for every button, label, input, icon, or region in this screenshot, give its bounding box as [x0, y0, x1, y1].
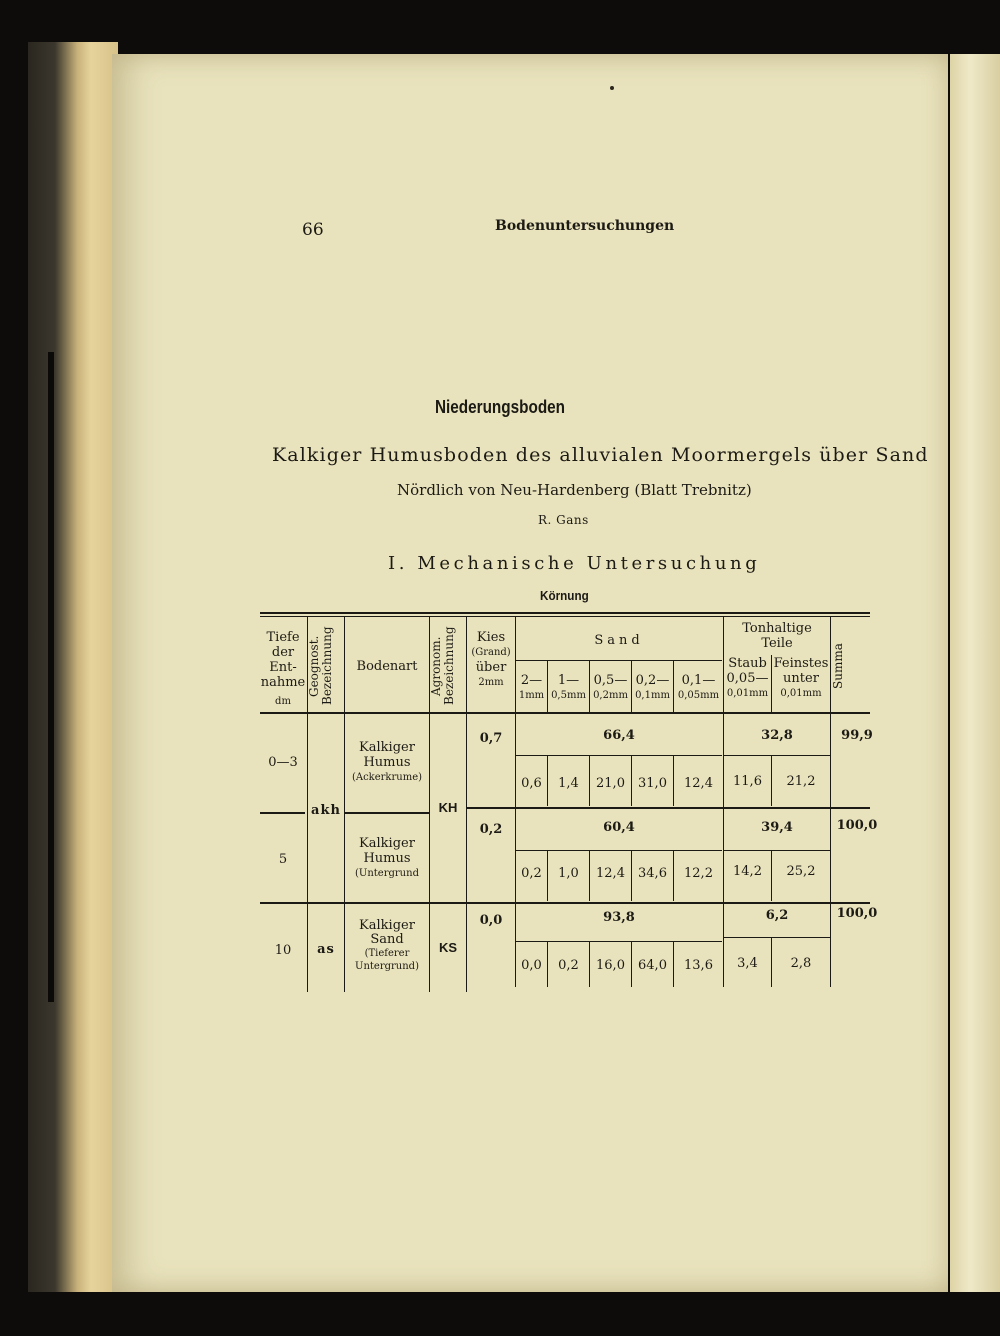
cell-bodenart: Kalkiger Humus (Untergrund: [355, 836, 419, 879]
header-sand-fraction: 0,2— 0,1mm: [635, 673, 670, 701]
running-head: Bodenuntersuchungen: [495, 218, 675, 234]
cell-summa: 100,0: [836, 906, 878, 921]
cell-sand: 13,6: [684, 958, 713, 973]
cell-staub: 3,4: [737, 956, 758, 971]
agronom-label-ks: KS: [438, 940, 458, 955]
cell-sand-total: 66,4: [603, 728, 635, 743]
header-sand-fraction: 0,1— 0,05mm: [677, 673, 720, 701]
ink-speck-icon: [610, 86, 614, 90]
cell-feinstes: 25,2: [786, 864, 816, 879]
cell-tiefe: 10: [274, 943, 292, 958]
cell-sand: 0,2: [558, 958, 579, 973]
geognost-label-akh: akh: [311, 803, 341, 818]
cell-kies: 0,2: [479, 822, 503, 837]
cell-tiefe: 5: [278, 852, 288, 867]
adjacent-page: [950, 54, 1000, 1292]
cell-staub: 14,2: [733, 864, 762, 879]
header-tiefe: Tiefe der Ent- nahme dm: [260, 630, 306, 707]
cell-feinstes: 2,8: [790, 956, 812, 971]
header-bodenart: Bodenart: [356, 659, 418, 674]
header-summa: Summa: [831, 643, 845, 689]
cell-summa: 100,0: [836, 818, 878, 833]
page-number: 66: [302, 220, 324, 240]
header-sand-fraction: 1— 0,5mm: [551, 673, 586, 701]
cell-sand-total: 60,4: [603, 820, 635, 835]
cell-bodenart: Kalkiger Sand (Tieferer Untergrund): [355, 918, 419, 972]
page-title: Niederungsboden: [434, 397, 566, 417]
agronom-label-kh: KH: [438, 800, 458, 815]
cell-sand: 64,0: [638, 958, 667, 973]
cell-tiefe: 0—3: [268, 755, 298, 770]
header-agronom: Agronom. Bezeichnung: [429, 626, 456, 706]
cell-sand: 12,4: [596, 866, 625, 881]
cell-sand: 0,0: [521, 958, 542, 973]
cell-sand: 12,4: [684, 776, 713, 791]
header-staub: Staub 0,05— 0,01mm: [726, 656, 769, 699]
cell-sand: 0,2: [521, 866, 542, 881]
book-page-edges: [28, 42, 118, 1292]
cell-sand: 1,4: [558, 776, 579, 791]
cell-sand: 34,6: [638, 866, 667, 881]
header-sand-fraction: 0,5— 0,2mm: [593, 673, 628, 701]
header-sand: Sand: [594, 633, 644, 648]
book-spine-mark: [48, 352, 54, 1002]
cell-sand: 0,6: [521, 776, 542, 791]
subsection-heading: Körnung: [540, 588, 589, 603]
header-sand-fraction: 2— 1mm: [518, 673, 545, 701]
cell-summa: 99,9: [841, 728, 873, 743]
cell-feinstes: 21,2: [786, 774, 816, 789]
cell-ton-total: 39,4: [761, 820, 793, 835]
cell-sand: 31,0: [638, 776, 667, 791]
cell-sand: 16,0: [596, 958, 625, 973]
cell-sand: 12,2: [684, 866, 713, 881]
header-ton: Tonhaltige Teile: [742, 621, 812, 651]
cell-kies: 0,7: [479, 731, 503, 746]
author-line: R. Gans: [538, 513, 589, 527]
header-geognost: Geognost. Bezeichnung: [307, 626, 334, 706]
cell-ton-total: 32,8: [761, 728, 793, 743]
cell-bodenart: Kalkiger Humus (Ackerkrume): [351, 740, 423, 783]
cell-sand: 21,0: [596, 776, 625, 791]
geognost-label-as: as: [317, 942, 335, 957]
subtitle: Kalkiger Humusboden des alluvialen Moormergels über Sand: [272, 444, 929, 466]
cell-kies: 0,0: [479, 913, 503, 928]
cell-staub: 11,6: [733, 774, 762, 789]
locality-line: Nördlich von Neu-Hardenberg (Blatt Trebnitz): [397, 481, 752, 499]
header-feinstes: Feinstes unter 0,01mm: [773, 656, 829, 699]
cell-ton-total: 6,2: [765, 908, 789, 923]
section-heading: I. Mechanische Untersuchung: [388, 553, 761, 574]
header-kies: Kies (Grand) über 2mm: [471, 630, 511, 688]
cell-sand: 1,0: [558, 866, 579, 881]
cell-sand-total: 93,8: [603, 910, 635, 925]
